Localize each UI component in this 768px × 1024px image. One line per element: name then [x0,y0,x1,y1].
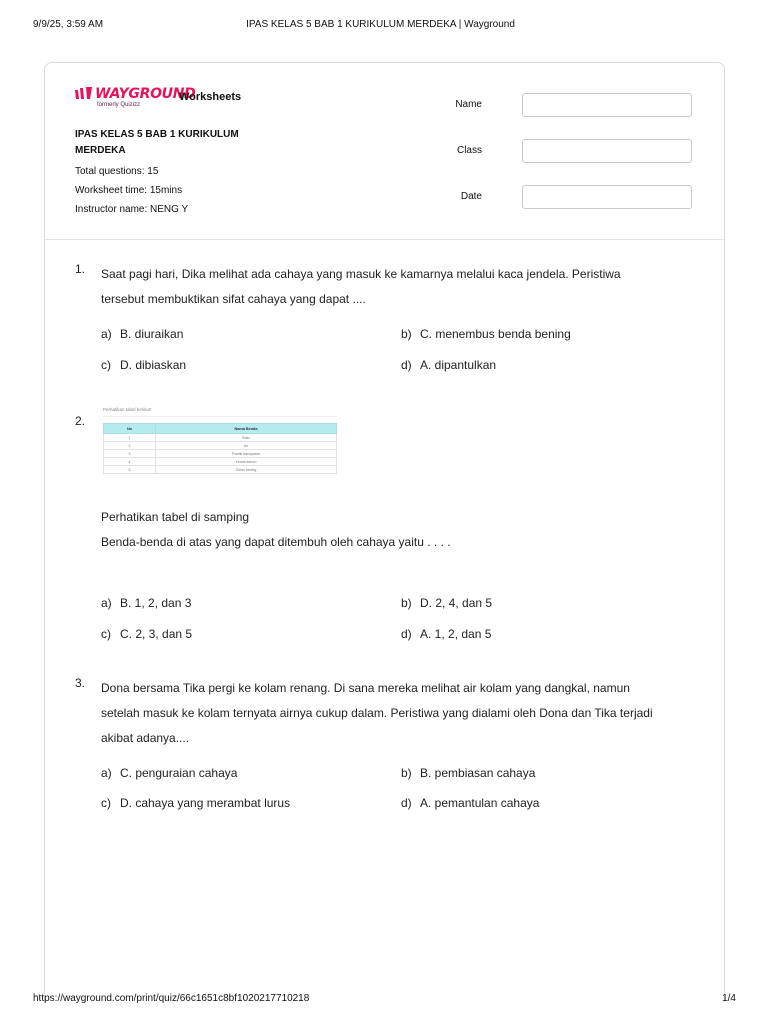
table-row [104,450,337,458]
option-text: A. 1, 2, dan 5 [420,627,492,641]
table-header: Nama Benda [156,424,337,434]
table-cell: 3 [104,450,156,458]
table-cell: 2 [104,442,156,450]
option-text: B. 1, 2, dan 3 [120,596,192,610]
option-text: D. 2, 4, dan 5 [420,596,493,610]
question-line: Dona bersama Tika pergi ke kolam renang. Di sana mereka melihat air kolam yang dangkal, namun [101,681,630,695]
table-row [104,458,337,466]
question-text [101,505,694,555]
option-text: C. menembus benda bening [420,327,571,341]
option-c[interactable] [101,796,290,810]
instructor-name: Instructor name: NENG Y [75,204,189,215]
table-cell: Batu [156,434,337,442]
table-cell: Plastik transparan [156,450,337,458]
option-text: A. dipantulkan [420,358,497,372]
question-line: Perhatikan tabel di samping [101,510,250,524]
option-b[interactable] [401,596,492,610]
product-label: Worksheets [179,91,242,103]
option-text: C. 2, 3, dan 5 [120,627,193,641]
option-d[interactable] [401,358,496,372]
print-page-number: 1/4 [722,993,736,1004]
question-2 [75,406,694,646]
option-text: B. pembiasan cahaya [420,766,536,780]
option-a[interactable] [101,596,191,610]
class-field[interactable] [522,139,692,163]
question-3 [75,676,694,826]
print-footer [33,993,736,1007]
print-datetime: 9/9/25, 3:59 AM [33,19,104,30]
option-letter: d) [401,358,412,372]
option-letter: b) [401,327,412,341]
option-b[interactable] [401,327,571,341]
question-image-table [103,406,337,486]
table-cell: 4 [104,458,156,466]
print-header [33,19,728,33]
table-cell: 5 [104,466,156,474]
option-d[interactable] [401,627,491,641]
question-text [101,262,694,312]
date-field[interactable] [522,185,692,209]
option-c[interactable] [101,627,192,641]
worksheet-title: IPAS KELAS 5 BAB 1 KURIKULUM MERDEKA [75,129,239,156]
table-cell: Air [156,442,337,450]
objects-table [103,423,337,474]
date-field-row [462,185,692,209]
option-a[interactable] [101,766,237,780]
worksheet-meta [75,127,275,219]
option-letter: d) [401,627,412,641]
question-number: 2. [75,414,86,428]
wayground-logo [75,85,196,108]
option-c[interactable] [101,358,186,372]
table-cell: 1 [104,434,156,442]
question-line: Saat pagi hari, Dika melihat ada cahaya yang masuk ke kamarnya melalui kaca jendela. Peristiwa [101,267,621,281]
class-field-row [456,139,692,163]
option-b[interactable] [401,766,535,780]
worksheet-time: Worksheet time: 15mins [75,185,183,196]
question-line: tersebut membuktikan sifat cahaya yang dapat .... [101,292,366,306]
option-letter: a) [101,766,112,780]
print-page-title: IPAS KELAS 5 BAB 1 KURIKULUM MERDEKA | Wayground [246,19,515,30]
option-text: A. pemantulan cahaya [420,796,540,810]
option-a[interactable] [101,327,183,341]
option-letter: b) [401,596,412,610]
name-label: Name [455,99,482,110]
total-questions: Total questions: 15 [75,166,159,177]
table-header: No [104,424,156,434]
table-row [104,434,337,442]
table-cell: Kertas karton [156,458,337,466]
option-letter: d) [401,796,412,810]
question-text [101,676,694,751]
option-letter: b) [401,766,412,780]
option-letter: a) [101,327,112,341]
worksheet-sheet [44,62,725,1002]
question-line: akibat adanya.... [101,731,190,745]
logo-bars-icon [75,87,95,99]
logo-text: WAYGROUND [95,86,196,102]
table-cell: Gelas bening [156,466,337,474]
question-number: 3. [75,676,86,690]
question-line: setelah masuk ke kolam ternyata airnya cukup dalam. Peristiwa yang dialami oleh Dona dan Tika terjadi [101,706,653,720]
table-row [104,442,337,450]
option-text: C. penguraian cahaya [120,766,238,780]
option-text: D. cahaya yang merambat lurus [120,796,291,810]
question-line: Benda-benda di atas yang dapat ditembuh oleh cahaya yaitu . . . . [101,535,451,549]
date-label: Date [460,191,482,202]
table-caption: Perhatikan tabel berikut! [103,406,337,417]
option-letter: c) [101,358,111,372]
option-letter: c) [101,796,111,810]
option-letter: c) [101,627,111,641]
name-field-row [455,93,692,117]
name-field[interactable] [522,93,692,117]
option-d[interactable] [401,796,539,810]
option-text: D. dibiaskan [120,358,187,372]
logo-wordmark [75,86,196,102]
class-label: Class [456,145,482,156]
question-1 [75,262,694,382]
question-number: 1. [75,262,86,276]
logo-subtitle: formerly Quizizz [97,102,141,108]
table-row [104,466,337,474]
worksheet-header [45,63,724,240]
print-url: https://wayground.com/print/quiz/66c1651c8bf1020217710218 [33,993,310,1004]
option-text: B. diuraikan [120,327,184,341]
option-letter: a) [101,596,112,610]
